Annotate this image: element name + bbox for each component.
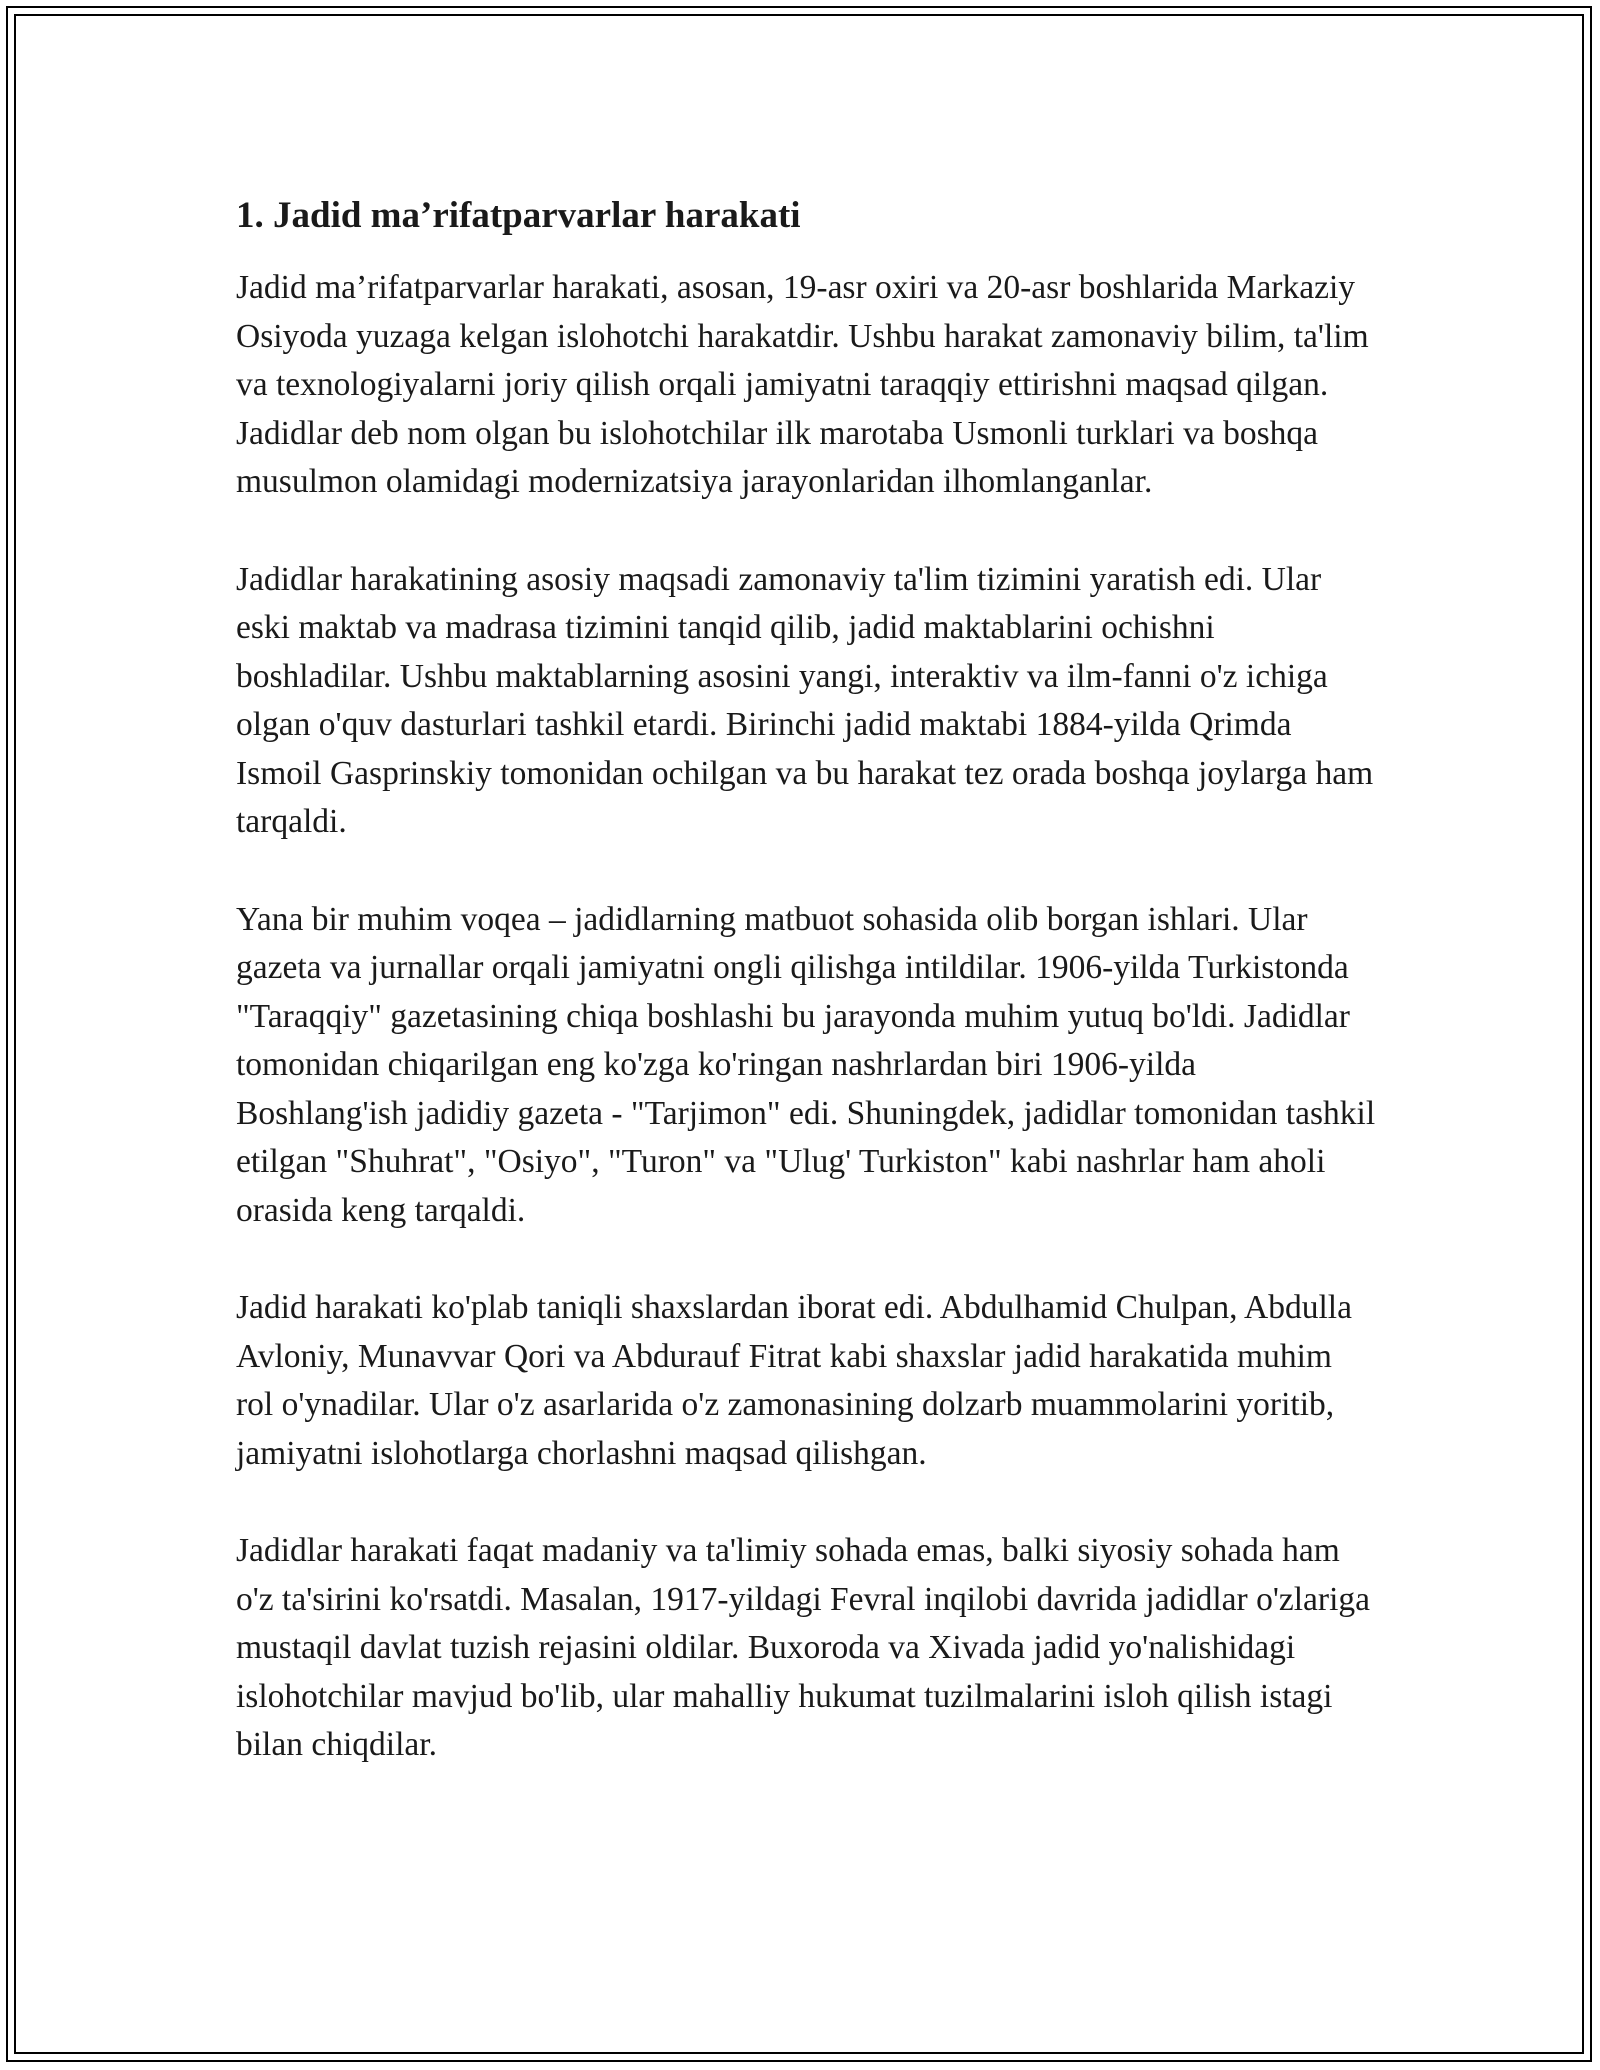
document-title: 1. Jadid ma’rifatparvarlar harakati bbox=[236, 195, 801, 236]
paragraph-intro: Jadid ma’rifatparvarlar harakati, asosan, 19-asr oxiri va 20-asr boshlarida Markaziy Osiyoda yuzaga kelgan islohotchi harakatdir. Ushbu harakat zamonaviy bilim, ta'lim va texnologiyalarni joriy qilish orqali jamiyatni taraqqiy ettirishni maqsad qilgan. Jadidlar deb nom olgan bu islohotchilar ilk marotaba Usmonli turklari va boshqa musulmon olamidagi modernizatsiya jarayonlaridan ilhomlanganlar. bbox=[236, 269, 1369, 500]
paragraph-politics: Jadidlar harakati faqat madaniy va ta'limiy sohada emas, balki siyosiy sohada ham o'z ta'sirini ko'rsatdi. Masalan, 1917-yildagi Fevral inqilobi davrida jadidlar o'zlariga mustaqil davlat tuzish rejasini oldilar. Buxoroda va Xivada jadid yo'nalishidagi islohotchilar mavjud bo'lib, ular mahalliy hukumat tuzilmalarini isloh qilish istagi bilan chiqdilar. bbox=[236, 1532, 1370, 1763]
paragraph-press: Yana bir muhim voqea – jadidlarning matbuot sohasida olib borgan ishlari. Ular gazeta va jurnallar orqali jamiyatni ongli qilishga intildilar. 1906-yilda Turkistonda "Taraqqiy" gazetasining chiqa boshlashi bu jarayonda muhim yutuq bo'ldi. Jadidlar tomonidan chiqarilgan eng ko'zga ko'ringan nashrlardan biri 1906-yilda Boshlang'ish jadidiy gazeta - "Tarjimon" edi. Shuningdek, jadidlar tomonidan tashkil etilgan "Shuhrat", "Osiyo", "Turon" va "Ulug' Turkiston" kabi nashrlar ham aholi orasida keng tarqaldi. bbox=[236, 900, 1376, 1229]
paragraph-figures: Jadid harakati ko'plab taniqli shaxslardan iborat edi. Abdulhamid Chulpan, Abdulla Avloniy, Munavvar Qori va Abdurauf Fitrat kabi shaxslar jadid harakatida muhim rol o'ynadilar. Ular o'z asarlarida o'z zamonasining dolzarb muammolarini yoritib, jamiyatni islohotlarga chorlashni maqsad qilishgan. bbox=[236, 1289, 1352, 1472]
document-body bbox=[236, 186, 1376, 1819]
paragraph-education: Jadidlar harakatining asosiy maqsadi zamonaviy ta'lim tizimini yaratish edi. Ular eski maktab va madrasa tizimini tanqid qilib, jadid maktablarini ochishni boshladilar. Ushbu maktablarning asosini yangi, interaktiv va ilm-fanni o'z ichiga olgan o'quv dasturlari tashkil etardi. Birinchi jadid maktabi 1884-yilda Qrimda Ismoil Gasprinskiy tomonidan ochilgan va bu harakat tez orada boshqa joylarga ham tarqaldi. bbox=[236, 560, 1374, 840]
